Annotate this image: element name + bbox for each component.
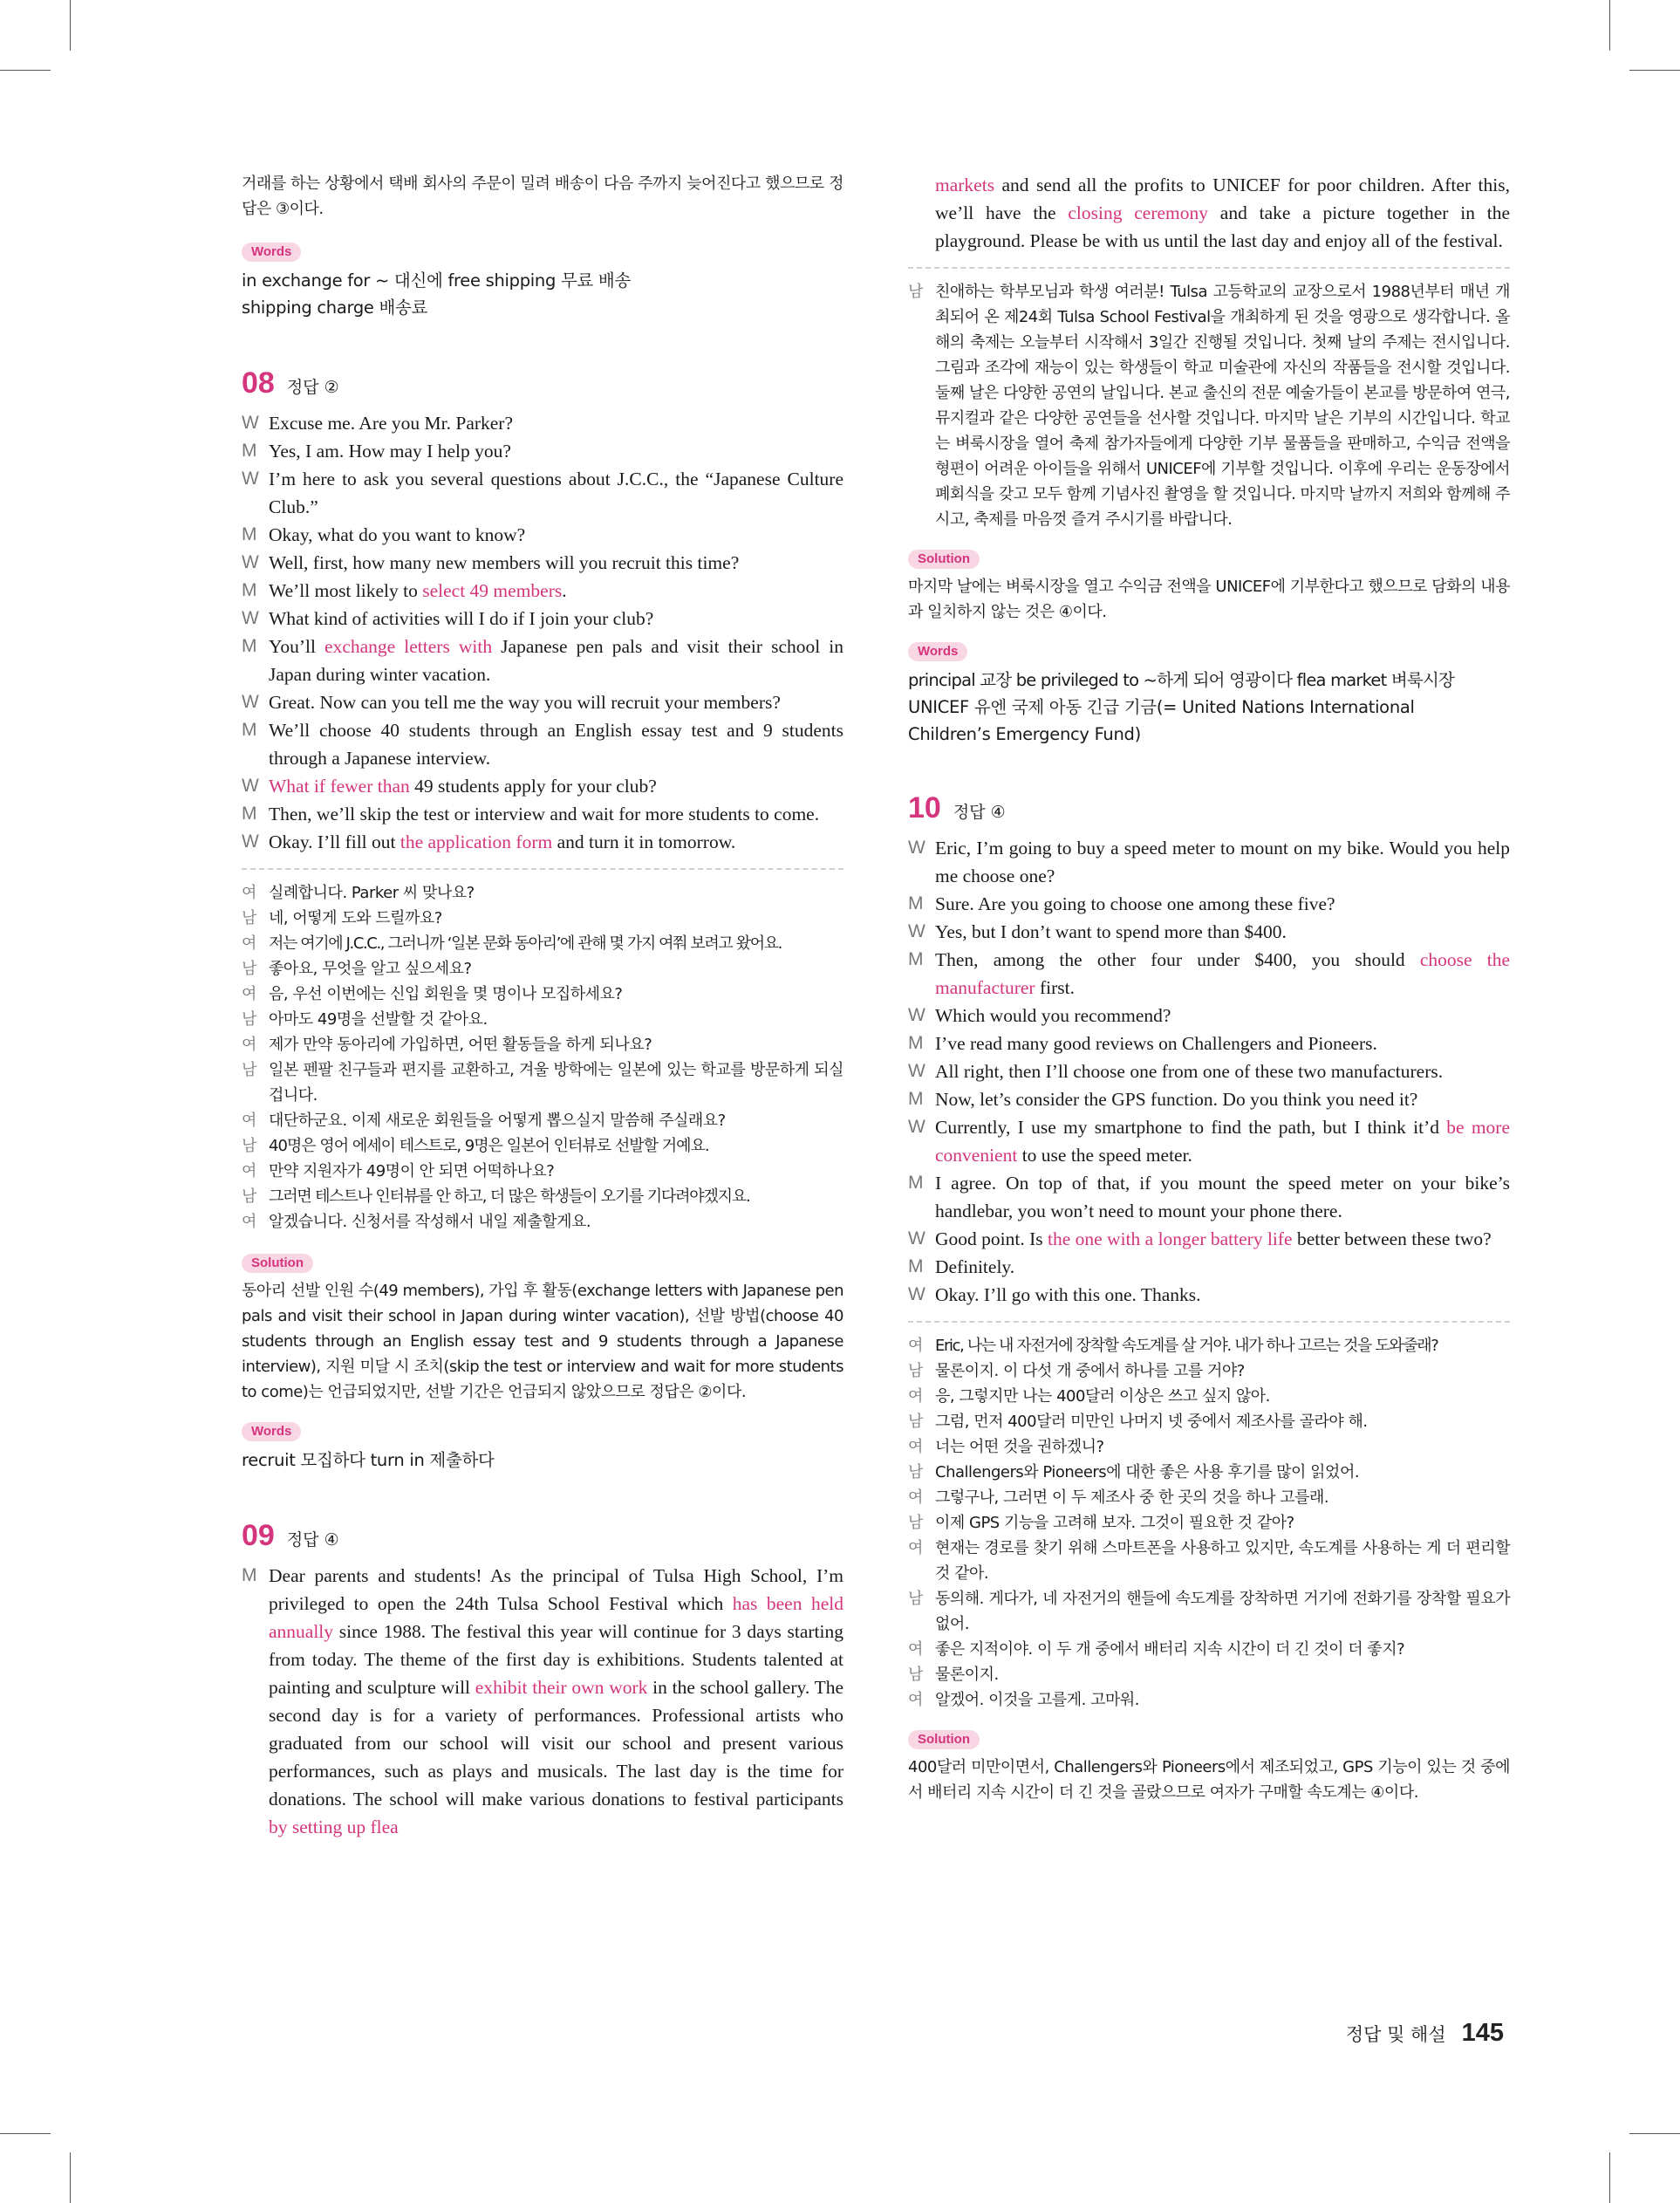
dialogue-text: Great. Now can you tell me the way you will recruit your members?: [269, 692, 781, 713]
speaker: M: [242, 580, 257, 600]
speaker: W: [908, 1061, 925, 1081]
words-badge: Words: [242, 1422, 301, 1441]
monologue-09: [242, 1562, 843, 1841]
speaker: 여: [242, 1036, 256, 1054]
dialogue-line: [242, 688, 843, 716]
left-column: [242, 171, 843, 1841]
dialogue-line: [908, 918, 1510, 946]
translation-line: [908, 1384, 1510, 1409]
dialogue-text: Eric, I’m going to buy a speed meter to mount on my bike. Would you help me choose one?: [935, 838, 1510, 886]
translation-text: 너는 어떤 것을 권하겠니?: [935, 1438, 1104, 1456]
translation-text: 저는 여기에 J.C.C., 그러니까 ‘일본 문화 동아리’에 관해 몇 가지 여쭤 보려고 왔어요.: [269, 934, 782, 953]
words-line: recruit 모집하다 turn in 제출하다: [242, 1450, 495, 1470]
translation-line: [242, 1057, 843, 1108]
highlight-text: choose the manufacturer: [935, 949, 1511, 998]
question-header-10: [908, 791, 1510, 825]
translation-line: [908, 1586, 1510, 1637]
speaker: M: [908, 949, 924, 969]
translation-text: 음, 우선 이번에는 신입 회원을 몇 명이나 모집하세요?: [269, 985, 623, 1003]
speaker: 여: [242, 1112, 256, 1130]
solution-badge: Solution: [242, 1254, 313, 1273]
crop-mark: [0, 2133, 51, 2134]
dialogue-text: We’ll most likely to: [269, 580, 423, 601]
dialogue-text: Currently, I use my smartphone to find the path, but I think it’d: [935, 1117, 1447, 1138]
dialogue-line: [908, 1281, 1510, 1309]
dialogue-text: Okay. I’ll fill out: [269, 831, 400, 852]
dialogue-text: Yes, I am. How may I help you?: [269, 441, 511, 462]
translation-line: [908, 1536, 1510, 1586]
translation-text: 이제 GPS 기능을 고려해 보자. 그것이 필요한 것 같아?: [935, 1514, 1294, 1532]
translation-text: 좋아요, 무엇을 알고 싶으세요?: [269, 960, 472, 978]
speaker: W: [908, 1005, 925, 1025]
speaker: W: [242, 608, 259, 628]
translation-text: 좋은 지적이야. 이 두 개 중에서 배터리 지속 시간이 더 긴 것이 더 좋지?: [935, 1640, 1405, 1659]
words-line: Children’s Emergency Fund): [908, 724, 1141, 744]
dialogue-text: Okay, what do you want to know?: [269, 524, 526, 545]
highlight-text: has been held annually: [269, 1593, 843, 1642]
dialogue-line: [908, 1253, 1510, 1281]
answer-label: 정답 ④: [953, 803, 1006, 822]
speaker: 남: [242, 1187, 256, 1206]
crop-mark: [1629, 2133, 1680, 2134]
dialogue-line: [242, 465, 843, 521]
speaker: W: [908, 1228, 925, 1249]
answer-label: 정답 ④: [286, 1530, 339, 1550]
highlight-text: What if fewer than: [269, 776, 410, 797]
speaker: 남: [242, 909, 256, 927]
speaker: M: [242, 441, 257, 461]
translation-text: 친애하는 학부모님과 학생 여러분! Tulsa 고등학교의 교장으로서 1988년부터 매년 개최되어 온 제24회 Tulsa School Festival을 개최하게 된 것을 영광으로 생각합니다. 올해의 축제는 오늘부터 시작해서 3일간 진행될 것입니다. 첫째 날의 주제는 전시입니다. 그림과 조각에 재능이 있는 학생들이 학교 미술관에 자신의 작품들을 전시할 것입니다. 둘째 날은 다양한 공연의 날입니다. 본교 출신의 전문 예술가들이 본교를 방문하여 연극, 뮤지컬과 같은 다양한 공연들을 선사할 것입니다. 마지막 날은 기부의 시간입니다. 학교는 벼룩시장을 열어 축제 참가자들에게 다양한 기부 물품들을 판매하고, 수익금 전액을 형편이 어려운 아이들을 위해서 UNICEF에 기부할 것입니다. 이후에 우리는 운동장에서 폐회식을 갖고 모두 함께 기념사진 촬영을 할 것입니다. 마지막 날까지 저희와 함께해 주시고, 축제를 마음껏 즐겨 주시기를 바랍니다.: [935, 283, 1510, 529]
speaker: W: [908, 1284, 925, 1304]
dialogue-text: in the school gallery. The second day is for a variety of performances. Professional artists who graduated from our school will visit our school and present various performances, such as plays and musicals. The last day is the time for donations. The school will make various donations to festival participants: [269, 1677, 843, 1810]
highlight-text: markets: [935, 174, 995, 195]
words-line: UNICEF 유엔 국제 아동 긴급 기금(= United Nations International: [908, 697, 1415, 717]
speaker: W: [242, 469, 259, 489]
dialogue-08: [242, 409, 843, 856]
dialogue-line: [242, 437, 843, 465]
dialogue-line: [908, 1030, 1510, 1057]
dialogue-text: Japanese pen pals and visit their school in Japan during winter vacation.: [269, 636, 843, 685]
translation-text: 그러면 테스트나 인터뷰를 안 하고, 더 많은 학생들이 오기를 기다려야겠지요.: [269, 1187, 750, 1206]
translation-text: 제가 만약 동아리에 가입하면, 어떤 활동들을 하게 되나요?: [269, 1036, 652, 1054]
speaker: W: [242, 552, 259, 572]
dialogue-text: Now, let’s consider the GPS function. Do you think you need it?: [935, 1089, 1418, 1110]
crop-mark: [0, 70, 51, 71]
question-header-08: [242, 366, 843, 400]
speaker: 여: [908, 1488, 923, 1507]
answer-label: 정답 ②: [286, 378, 339, 397]
dialogue-text: Which would you recommend?: [935, 1005, 1171, 1026]
speaker: 남: [908, 1514, 923, 1532]
translation-line: [242, 880, 843, 906]
translation-text: 대단하군요. 이제 새로운 회원들을 어떻게 뽑으실지 말씀해 주실래요?: [269, 1112, 726, 1130]
translation-text: 알겠습니다. 신청서를 작성해서 내일 제출할게요.: [269, 1213, 591, 1231]
dialogue-line: [242, 772, 843, 800]
solution-text: 동아리 선발 인원 수(49 members), 가입 후 활동(exchange letters with Japanese pen pals and visit their school in Japan during winter vacation), 선발 방법(choose 40 students through an English essay test and 9 students through a Japanese interview), 지원 미달 시 조치(skip the test or interview and wait for more students to come)는 언급되었지만, 선발 기간은 언급되지 않았으므로 정답은 ②이다.: [242, 1282, 843, 1401]
intro-solution-text: 거래를 하는 상황에서 택배 회사의 주문이 밀려 배송이 다음 주까지 늦어진다고 했으므로 정답은 ③이다.: [242, 174, 843, 218]
translation-line: [242, 1159, 843, 1184]
speaker: 남: [908, 283, 923, 301]
speaker: 여: [242, 1162, 256, 1180]
translation-line: [908, 1358, 1510, 1384]
dialogue-text: .: [562, 580, 567, 601]
translation-text: 아마도 49명을 선발할 것 같아요.: [269, 1010, 488, 1029]
dialogue-text: All right, then I’ll choose one from one of these two manufacturers.: [935, 1061, 1444, 1082]
speaker: W: [242, 413, 259, 433]
translation-line: [242, 906, 843, 931]
question-header-09: [242, 1519, 843, 1553]
highlight-text: exhibit their own work: [475, 1677, 648, 1698]
translation-text: Challengers와 Pioneers에 대한 좋은 사용 후기를 많이 읽었어.: [935, 1463, 1360, 1481]
translation-line: [908, 1434, 1510, 1460]
translation-line: [242, 1133, 843, 1159]
question-number: 10: [908, 791, 941, 824]
highlight-text: the application form: [400, 831, 553, 852]
dialogue-line: [242, 605, 843, 633]
dialogue-10: [908, 834, 1510, 1309]
speaker: 남: [908, 1362, 923, 1380]
translation-09: [908, 279, 1510, 532]
translation-line: [908, 1460, 1510, 1485]
translation-text: 현재는 경로를 찾기 위해 스마트폰을 사용하고 있지만, 속도계를 사용하는 게 더 편리할 것 같아.: [935, 1539, 1510, 1583]
translation-line: [908, 1510, 1510, 1536]
speaker: W: [908, 838, 925, 858]
translation-line: [242, 1209, 843, 1235]
dialogue-line: [242, 633, 843, 688]
speaker: 남: [242, 1010, 256, 1029]
speaker: 여: [242, 884, 256, 902]
dialogue-line: [242, 521, 843, 549]
dialogue-text: Well, first, how many new members will you recruit this time?: [269, 552, 740, 573]
translation-text: 그럼, 먼저 400달러 미만인 나머지 넷 중에서 제조사를 골라야 해.: [935, 1413, 1368, 1431]
translation-text: 동의해. 게다가, 네 자전거의 핸들에 속도계를 장착하면 거기에 전화기를 장착할 필요가 없어.: [935, 1590, 1510, 1633]
translation-text: 물론이지. 이 다섯 개 중에서 하나를 고를 거야?: [935, 1362, 1245, 1380]
translation-line: [242, 1032, 843, 1057]
speaker: 여: [242, 1213, 256, 1231]
dialogue-text: Okay. I’ll go with this one. Thanks.: [935, 1284, 1201, 1305]
dialogue-text: Then, we’ll skip the test or interview and wait for more students to come.: [269, 804, 820, 824]
dialogue-text: Definitely.: [935, 1256, 1015, 1277]
translation-line: [242, 1108, 843, 1133]
speaker: M: [908, 1089, 924, 1109]
dialogue-line: [908, 890, 1510, 918]
dialogue-line: [242, 409, 843, 437]
crop-mark: [1609, 2152, 1610, 2203]
highlight-text: the one with a longer battery life: [1048, 1228, 1293, 1249]
speaker: M: [908, 893, 924, 913]
dialogue-text: What kind of activities will I do if I join your club?: [269, 608, 654, 629]
dialogue-line: [908, 1169, 1510, 1225]
dialogue-text: and send all the profits to UNICEF for poor children. After this, we’ll have the: [935, 174, 1510, 223]
dialogue-text: You’ll: [269, 636, 325, 657]
dialogue-line: [242, 577, 843, 605]
dialogue-text: Good point. Is: [935, 1228, 1048, 1249]
translation-text: 물론이지.: [935, 1666, 999, 1684]
speaker: M: [242, 720, 257, 740]
dialogue-text: better between these two?: [1292, 1228, 1492, 1249]
solution-badge: Solution: [908, 550, 980, 569]
translation-line: [908, 1687, 1510, 1713]
speaker: 여: [242, 985, 256, 1003]
speaker: W: [242, 692, 259, 712]
dialogue-text: first.: [1035, 977, 1075, 998]
speaker: W: [908, 1117, 925, 1137]
speaker: 여: [242, 934, 256, 953]
crop-mark: [1629, 70, 1680, 71]
speaker: M: [908, 1173, 924, 1193]
dialogue-line: [242, 828, 843, 856]
speaker: M: [242, 636, 257, 656]
dialogue-text: I’m here to ask you several questions about J.C.C., the “Japanese Culture Club.”: [269, 469, 843, 517]
dialogue-line: [242, 549, 843, 577]
dialogue-line: [908, 1113, 1510, 1169]
highlight-text: exchange letters with: [324, 636, 493, 657]
dialogue-text: Yes, but I don’t want to spend more than $400.: [935, 921, 1287, 942]
translation-line: [908, 1409, 1510, 1434]
translation-line: [242, 956, 843, 982]
translation-line: [242, 982, 843, 1007]
dialogue-text: Sure. Are you going to choose one among these five?: [935, 893, 1335, 914]
dialogue-text: to use the speed meter.: [1017, 1145, 1192, 1166]
highlight-text: be more convenient: [935, 1117, 1510, 1166]
speaker: M: [242, 1565, 257, 1585]
speaker: 여: [908, 1691, 923, 1709]
speaker: 남: [242, 1061, 256, 1079]
highlight-text: closing ceremony: [1068, 202, 1209, 223]
dialogue-line: [242, 716, 843, 772]
words-badge: Words: [242, 243, 301, 262]
speaker: W: [242, 831, 259, 852]
dialogue-text: and take a picture together in the playground. Please be with us until the last day and enjoy all of the festival.: [935, 202, 1510, 251]
page-footer: [1346, 2019, 1504, 2048]
speaker: 남: [242, 960, 256, 978]
speaker: M: [908, 1256, 924, 1276]
highlight-text: select 49 members: [422, 580, 563, 601]
speaker: 여: [908, 1337, 923, 1355]
dialogue-line: [908, 1085, 1510, 1113]
dialogue-text: I’ve read many good reviews on Challengers and Pioneers.: [935, 1033, 1377, 1054]
translation-line: [908, 1333, 1510, 1358]
words-line: principal 교장 be privileged to ~하게 되어 영광이다 flea market 벼룩시장: [908, 670, 1455, 690]
translation-text: 알겠어. 이것을 고를게. 고마워.: [935, 1691, 1139, 1709]
translation-text: 40명은 영어 에세이 테스트로, 9명은 일본어 인터뷰로 선발할 거예요.: [269, 1137, 709, 1155]
words-line: shipping charge 배송료: [242, 298, 428, 318]
translation-line: [242, 931, 843, 956]
translation-text: 만약 지원자가 49명이 안 되면 어떡하나요?: [269, 1162, 555, 1180]
words-line: in exchange for ~ 대신에 free shipping 무료 배송: [242, 270, 631, 291]
speaker: W: [908, 921, 925, 941]
speaker: 여: [908, 1539, 923, 1557]
question-number: 09: [242, 1519, 275, 1552]
words-badge: Words: [908, 642, 967, 661]
crop-mark: [70, 2152, 71, 2203]
dialogue-text: since 1988. The festival this year will continue for 3 days starting from today. The theme of the first day is exhibitions. Students talented at painting and sculpture will: [269, 1621, 843, 1698]
footer-label: 정답 및 해설: [1345, 2024, 1446, 2045]
speaker: W: [242, 776, 259, 796]
highlight-text: by setting up flea: [269, 1816, 399, 1837]
dialogue-line: [908, 834, 1510, 890]
dialogue-text: We’ll choose 40 students through an English essay test and 9 students through a Japanese interview.: [269, 720, 843, 769]
dialogue-line: [242, 800, 843, 828]
translation-text: 네, 어떻게 도와 드릴까요?: [269, 909, 442, 927]
crop-mark: [1609, 0, 1610, 51]
speaker: 남: [908, 1666, 923, 1684]
dialogue-text: 49 students apply for your club?: [409, 776, 657, 797]
question-number: 08: [242, 366, 275, 400]
speaker: 남: [242, 1137, 256, 1155]
translation-10: [908, 1333, 1510, 1713]
speaker: M: [908, 1033, 924, 1053]
solution-text: 400달러 미만이면서, Challengers와 Pioneers에서 제조되었고, GPS 기능이 있는 것 중에서 배터리 지속 시간이 더 긴 것을 골랐으므로 여자가 구매할 속도계는 ④이다.: [908, 1758, 1510, 1802]
translation-text: 응, 그렇지만 나는 400달러 이상은 쓰고 싶지 않아.: [935, 1387, 1270, 1406]
crop-mark: [70, 0, 71, 51]
speaker: 여: [908, 1640, 923, 1659]
translation-line: [908, 1485, 1510, 1510]
translation-line: [908, 1662, 1510, 1687]
dialogue-text: I agree. On top of that, if you mount the speed meter on your bike’s handlebar, you won’t need to mount your phone there.: [935, 1173, 1510, 1221]
translation-08: [242, 880, 843, 1235]
speaker: 남: [908, 1463, 923, 1481]
speaker: 여: [908, 1438, 923, 1456]
dialogue-line: [908, 946, 1510, 1002]
right-column: [908, 171, 1510, 1805]
speaker: 여: [908, 1387, 923, 1406]
solution-badge: Solution: [908, 1730, 980, 1749]
dialogue-line: [908, 1002, 1510, 1030]
dialogue-line: [908, 1057, 1510, 1085]
speaker: M: [242, 524, 257, 544]
dialogue-text: Then, among the other four under $400, you should: [935, 949, 1420, 970]
translation-line: [242, 1184, 843, 1209]
translation-text: 실례합니다. Parker 씨 맞나요?: [269, 884, 475, 902]
dialogue-text: Dear parents and students! As the principal of Tulsa High School, I’m privileged to open the 24th Tulsa School Festival which: [269, 1565, 843, 1614]
monologue-09-continued: [908, 171, 1510, 255]
translation-line: [242, 1007, 843, 1032]
solution-text: 마지막 날에는 벼룩시장을 열고 수익금 전액을 UNICEF에 기부한다고 했으므로 담화의 내용과 일치하지 않는 것은 ④이다.: [908, 578, 1510, 621]
dialogue-text: Excuse me. Are you Mr. Parker?: [269, 413, 514, 434]
speaker: 남: [908, 1413, 923, 1431]
translation-line: [908, 1637, 1510, 1662]
dialogue-text: and turn it in tomorrow.: [552, 831, 736, 852]
translation-text: 그렇구나, 그러면 이 두 제조사 중 한 곳의 것을 하나 고를래.: [935, 1488, 1329, 1507]
page-number: 145: [1461, 2019, 1504, 2047]
speaker: M: [242, 804, 257, 824]
speaker: 남: [908, 1590, 923, 1608]
dialogue-line: [908, 1225, 1510, 1253]
translation-text: 일본 펜팔 친구들과 편지를 교환하고, 겨울 방학에는 일본에 있는 학교를 방문하게 되실 겁니다.: [269, 1061, 843, 1105]
translation-text: Eric, 나는 내 자전거에 장착할 속도계를 살 거야. 내가 하나 고르는 것을 도와줄래?: [935, 1337, 1438, 1355]
